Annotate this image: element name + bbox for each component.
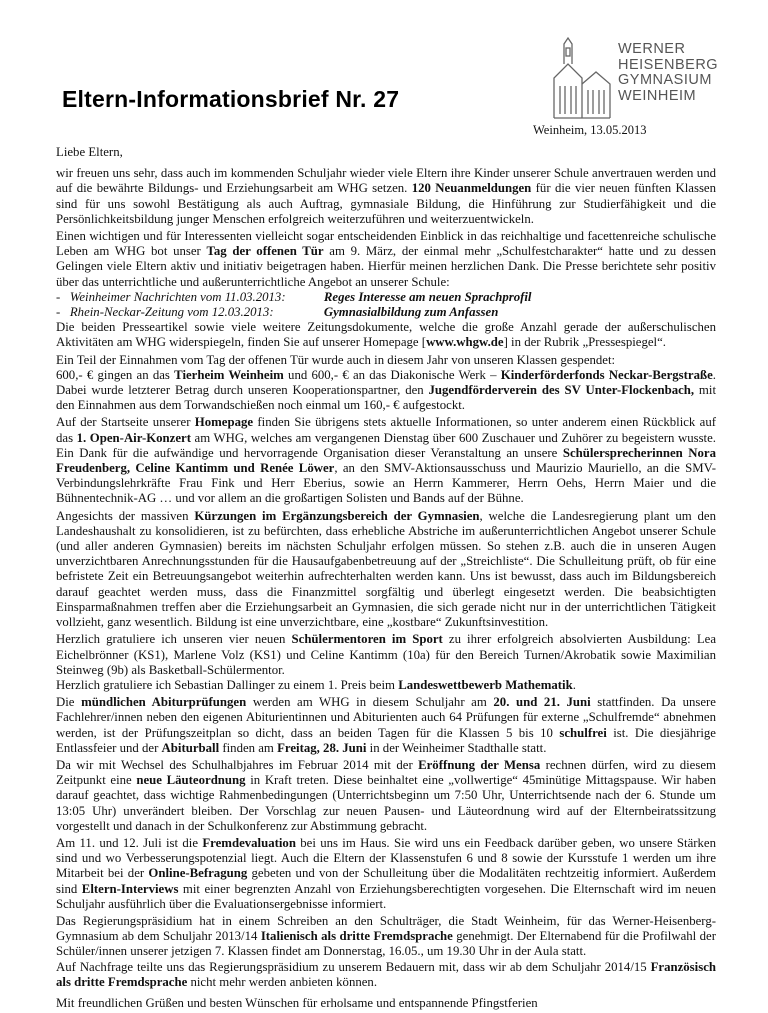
- paragraph: Herzlich gratuliere ich unseren vier neuen Schülermentoren im Sport zu ihrer erfolgreich absolvierten Ausbildung: Lea Eichelbrönner (KS1), Marlene Volz (KS1) und Celine Kantimm (10a) für den Bereich Turnen/Akrobatik sowie Maximilian Steinweg (9b) als Basketball-Schülermentor. Herzlich gratuliere ich Sebastian Dallinger zu einem 1. Preis beim Landeswettbewerb Mathematik.: [56, 632, 716, 692]
- paragraph: Ein Teil der Einnahmen vom Tag der offenen Tür wurde auch in diesem Jahr von unseren Klassen gespendet: 600,- € gingen an das Tierheim Weinheim und 600,- € an das Diakonische Werk – Kinderförderfonds Neckar-Bergstraße. Dabei wurde letzterer Betrag durch unseren Kooperationspartner, den Jugendförderverein des SV Unter-Flockenbach, mit den Einnahmen aus dem Torwandschießen noch einmal um 160,- € aufgestockt.: [56, 352, 716, 413]
- paragraph: Die mündlichen Abiturprüfungen werden am WHG in diesem Schuljahr am 20. und 21. Juni stattfinden. Da unsere Fachlehrer/innen neben den eigenen Abiturientinnen und Abiturienten auch 64 Prüfungen für externe „Schulfremde“ abnehmen werden, ist der Prüfungszeitplan so dicht, dass an beiden Tagen für die Klassen 5 bis 10 schulfrei ist. Die diesjährige Entlassfeier und der Abiturball finden am Freitag, 28. Juni in der Weinheimer Stadthalle statt.: [56, 695, 716, 755]
- paragraph: Da wir mit Wechsel des Schulhalbjahres im Februar 2014 mit der Eröffnung der Mensa rechnen dürfen, wird zu diesem Zeitpunkt eine neue Läuteordnung in Kraft treten. Diese beinhaltet eine „vollwertige“ 45minütige Mittagspause. Wir haben darauf geachtet, dass wichtige Rahmenbedingungen (Unterrichtsbeginn um 7:50 Uhr, Unterrichtsende nach der 6. Stunde um 13:05 Uhr) unverändert bleiben. Der Vorschlag zur neuen Pausen- und Läuteordnung wird auf der Elternbeiratssitzung vorgestellt und danach in der Schulkonferenz zur Abstimmung gebracht.: [56, 757, 716, 833]
- logo-line: WEINHEIM: [618, 87, 697, 104]
- paragraph: wir freuen uns sehr, dass auch im kommenden Schuljahr wieder viele Eltern ihre Kinder unserer Schule anvertrauen werden und auf die bewährte Bildungs- und Erziehungsarbeit am WHG setzen. 120 Neuanmeldungen für die vier neuen fünften Klassen sind für uns sowohl Bestätigung als auch Auftrag, gymnasiale Bildung, die Hinführung zur Studierfähigkeit und die Persönlichkeitsbildung junger Menschen erfolgreich weiterzuführen und weiterzuentwickeln.: [56, 166, 716, 226]
- letter-title: Eltern-Informationsbrief Nr. 27: [62, 86, 400, 112]
- paragraph: Auf der Startseite unserer Homepage finden Sie übrigens stets aktuelle Informationen, so unter anderem einen Rückblick auf das 1. Open-Air-Konzert am WHG, welches am vergangenen Dienstag über 600 Zuschauer und Zuhörer zu begeistern wusste. Ein Dank für die aufwändige und hervorragende Organisation dieser Veranstaltung an unsere Schülersprecherinnen Nora Freudenberg, Celine Kantimm und Renée Löwer, an den SMV-Aktionsausschuss und Maurizio Mauriello, an die SMV-Verbindungslehrkräfte Frau Fink und Herr Eberius, sowie an Herrn Kammerer, Herrn Oehs, Herrn Maier und die Bühnentechnik-AG … und vor allem an die großartigen Solisten und Bands auf der Bühne.: [56, 415, 716, 506]
- paragraph: Einen wichtigen und für Interessenten vielleicht sogar entscheidenden Einblick in das reichhaltige und facettenreiche schulische Leben am WHG bot unser Tag der offenen Tür am 9. März, der einmal mehr „Schulfestcharakter“ hatte und zu dessen Gelingen viele Eltern aktiv und initiativ beigetragen haben. Hierfür meinen herzlichen Dank. Die Presse berichtete sehr positiv über das unterrichtliche und außerunterrichtliche Angebot an unserer Schule: - Weinheimer Nachrichten vom 11.03.2013: Reges Interesse am neuen Sprachprofil - Rhein-Neckar-Zeitung vom 12.03.2013: Gymnasialbildung zum Anfassen Die beiden Presseartikel sowie viele weitere Zeitungsdokumente, welche die große Anzahl gerade der außerschulischen Aktivitäten am WHG widerspiegeln, finden Sie auf unserer Homepage [www.whgw.de] in der Rubrik „Pressespiegel“.: [56, 229, 716, 350]
- paragraph: Das Regierungspräsidium hat in einem Schreiben an den Schulträger, die Stadt Weinheim, für das Werner-Heisenberg-Gymnasium ab dem Schuljahr 2013/14 Italienisch als dritte Fremdsprache genehmigt. Der Elternabend für die Profilwahl der Schüler/innen unserer jetzigen 7. Klassen findet am Donnerstag, 16.05., um 19.30 Uhr in der Aula statt. Auf Nachfrage teilte uns das Regierungspräsidium zu unserem Bedauern mit, dass wir ab dem Schuljahr 2014/15 Französisch als dritte Fremdsprache nicht mehr werden anbieten können.: [56, 913, 716, 989]
- school-building-icon: [546, 34, 612, 120]
- paragraph: Angesichts der massiven Kürzungen im Ergänzungsbereich der Gymnasien, welche die Landesregierung plant um den Landeshaushalt zu konsolidieren, ist zu befürchten, dass erhebliche Abstriche im außerunterrichtlichen Angebot unserer Schule (und aller anderen Gymnasien) bereits im nächsten Schuljahr erfolgen müssen. So stehen z.B. auch die in unseren Augen unverzichtbaren Anrechnungsstunden für die Hausaufgabenbetreuung auf der „Streichliste“. Die Schulleitung prüft, ob für eine befristete Zeit ein Betreuungsangebot weiterhin aufrechterhalten werden kann. Uns ist bewusst, dass auch im Bildungsbereich darauf geachtet werden muss, dass die Finanzmittel sorgfältig und überlegt eingesetzt werden. Die beabsichtigten Einsparmaßnahmen treffen aber die Erziehungsarbeit an Gymnasien, die sich gerade nicht nur in der unterrichtlichen Tätigkeit vollzieht, ganz wesentlich. Bildung ist eine unverzichtbare, eine „kostbare“ Zukunftsinvestition.: [56, 508, 716, 630]
- paragraph: Am 11. und 12. Juli ist die Fremdevaluation bei uns im Haus. Sie wird uns ein Feedback darüber geben, wo unsere Stärken sind und wo Verbesserungspotenzial liegt. Auch die Eltern der Klassenstufen 6 und 8 sowie der Kursstufe 1 werden um ihre Mitarbeit bei der Online-Befragung gebeten und von der Schulleitung über die Modalitäten rechtzeitig informiert. Außerdem sind Eltern-Interviews mit einer begrenzten Anzahl von Erziehungsberechtigten vorgesehen. Die Elternschaft wird im neuen Schuljahr ausführlich über die Evaluationsergebnisse informiert.: [56, 835, 716, 911]
- letter-body: [56, 145, 716, 1013]
- logo-line: WERNER: [618, 41, 686, 57]
- logo-line: GYMNASIUM: [618, 72, 712, 88]
- school-name: [618, 42, 718, 104]
- salutation: Liebe Eltern,: [56, 145, 123, 159]
- closing: Mit freundlichen Grüßen und besten Wünschen für erholsame und entspannende Pfingstferien: [56, 995, 538, 1010]
- press-item: - Rhein-Neckar-Zeitung vom 12.03.2013: Gymnasialbildung zum Anfassen: [56, 305, 499, 320]
- logo-line: HEISENBERG: [618, 56, 719, 73]
- school-logo: [546, 34, 756, 124]
- press-item: - Weinheimer Nachrichten vom 11.03.2013: Reges Interesse am neuen Sprachprofil: [56, 289, 532, 304]
- place-date: Weinheim, 13.05.2013: [533, 123, 647, 137]
